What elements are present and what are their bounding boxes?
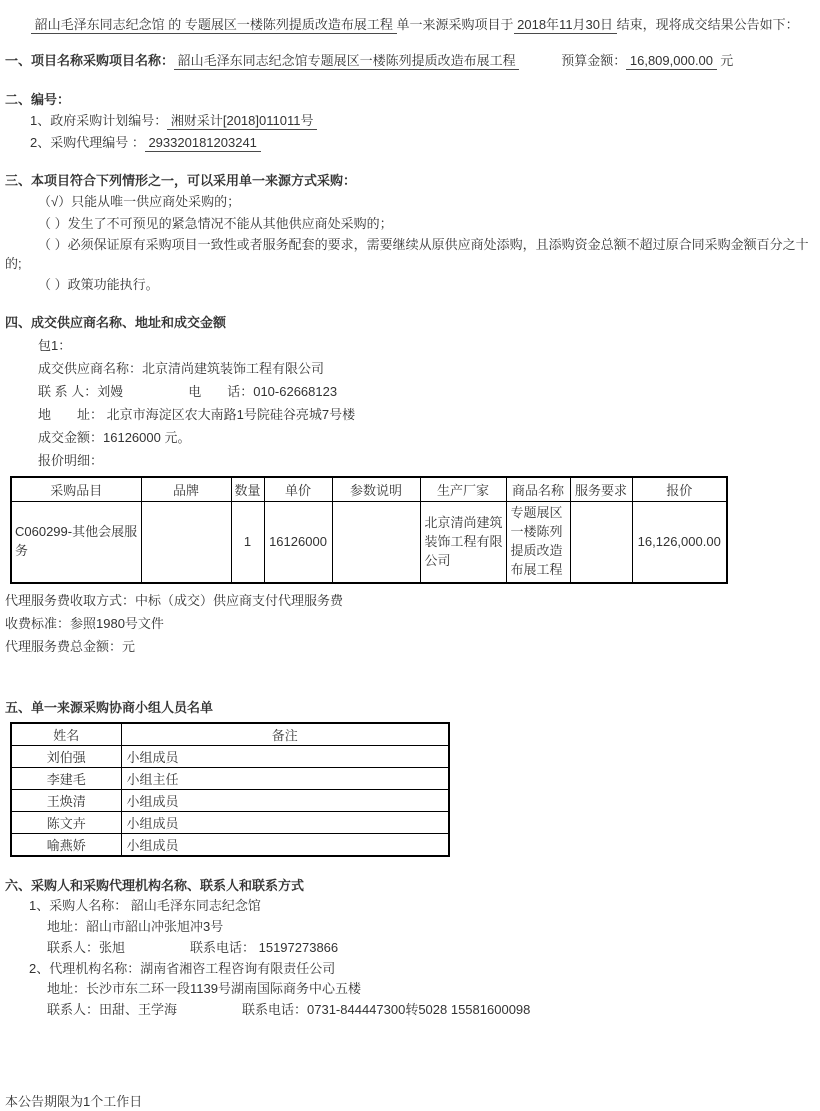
end-date-blank: 2018年11月30日 xyxy=(513,17,617,32)
single-source-option-checked: （√）只能从唯一供应商处采购的； xyxy=(38,194,241,210)
member-name: 喻燕娇 xyxy=(11,834,121,857)
intro-connector: 的 xyxy=(168,17,182,32)
member-name: 李建毛 xyxy=(11,768,121,790)
col-header-remark: 备注 xyxy=(121,723,449,746)
intro-paragraph xyxy=(5,14,814,35)
col-header-item: 采购品目 xyxy=(11,477,141,502)
budget-unit: 元 xyxy=(716,53,734,69)
agency-number-value: 293320181203241 xyxy=(144,134,261,150)
member-row xyxy=(11,790,449,812)
member-role: 小组成员 xyxy=(121,746,449,768)
supplier-address-line: 地 址： 北京市海淀区农大南路1号院硅谷亮城7号楼 xyxy=(38,406,356,422)
member-role: 小组成员 xyxy=(121,790,449,812)
cell-product-name: 专题展区一楼陈列提质改造布展工程 xyxy=(506,502,570,583)
col-header-unit-price: 单价 xyxy=(264,477,332,502)
single-source-option: （ ）政策功能执行。 xyxy=(38,277,159,293)
budget-label: 预算金额： xyxy=(561,53,627,69)
single-source-option: （ ）必须保证原有采购项目一致性或者服务配套的要求，需要继续从原供应商处添购，且添购资金总额不超过原合同采购金额百分之十的; xyxy=(5,236,809,272)
member-row xyxy=(11,746,449,768)
purchaser-address-line: 地址：韶山市韶山冲张旭冲3号 xyxy=(47,919,224,935)
quote-detail-label: 报价明细： xyxy=(38,452,104,468)
quote-table-header-row xyxy=(11,477,727,502)
purchaser-name-line: 1、采购人名称： 韶山毛泽东同志纪念馆 xyxy=(29,898,261,914)
col-header-quantity: 数量 xyxy=(231,477,264,502)
col-header-name: 姓名 xyxy=(11,723,121,746)
plan-number-line xyxy=(5,111,814,131)
cell-quote: 16,126,000.00 xyxy=(632,502,727,583)
cell-item: C060299-其他会展服务 xyxy=(11,502,141,583)
supplier-name-line: 成交供应商名称：北京清尚建筑装饰工程有限公司 xyxy=(38,360,325,376)
panel-members-table xyxy=(10,722,450,857)
supplier-contact-line: 联 系 人：刘嫚 电 话：010-62668123 xyxy=(38,383,338,399)
section1-heading: 一、项目名称采购项目名称： xyxy=(5,53,175,69)
cell-service-req xyxy=(570,502,632,583)
budget-value: 16,809,000.00 xyxy=(626,53,717,69)
fee-standard-line: 收费标准：参照1980号文件 xyxy=(5,615,164,631)
member-role: 小组主任 xyxy=(121,768,449,790)
deal-amount-line: 成交金额：16126000 元。 xyxy=(38,429,191,445)
agency-name-line: 2、代理机构名称：湖南省湘咨工程咨询有限责任公司 xyxy=(29,960,336,976)
section1-line xyxy=(5,51,814,71)
member-role: 小组成员 xyxy=(121,812,449,834)
quote-table-row xyxy=(11,502,727,583)
people-table-header-row xyxy=(11,723,449,746)
section1-project-name: 韶山毛泽东同志纪念馆专题展区一楼陈列提质改造布展工程 xyxy=(174,53,520,69)
agency-number-line xyxy=(5,133,814,153)
announcement-period-note: 本公告期限为1个工作日 xyxy=(5,1093,143,1109)
col-header-quote: 报价 xyxy=(632,477,727,502)
member-name: 陈文卉 xyxy=(11,812,121,834)
agency-address-line: 地址：长沙市东二环一段1139号湖南国际商务中心五楼 xyxy=(47,981,361,997)
col-header-service-req: 服务要求 xyxy=(570,477,632,502)
agency-fee-total-line: 代理服务费总金额：元 xyxy=(5,638,136,654)
member-row xyxy=(11,812,449,834)
member-role: 小组成员 xyxy=(121,834,449,857)
member-row xyxy=(11,834,449,857)
member-row xyxy=(11,768,449,790)
plan-number-label: 1、政府采购计划编号： xyxy=(30,113,168,129)
col-header-manufacturer: 生产厂家 xyxy=(420,477,506,502)
agency-contact-line: 联系人：田甜、王学海 联系电话：0731-844447300转5028 15581600098 xyxy=(47,1002,531,1018)
cell-quantity: 1 xyxy=(231,502,264,583)
col-header-brand: 品牌 xyxy=(141,477,231,502)
col-header-product-name: 商品名称 xyxy=(506,477,570,502)
intro-middle-text: 单一来源采购项目于 xyxy=(396,17,514,32)
purchaser-name-blank: 韶山毛泽东同志纪念馆 xyxy=(31,17,169,32)
member-name: 王焕清 xyxy=(11,790,121,812)
intro-tail-text: 结束，现将成交结果公告如下： xyxy=(616,17,799,32)
quote-detail-table xyxy=(10,476,728,584)
col-header-parameters: 参数说明 xyxy=(332,477,420,502)
agency-fee-method-line: 代理服务费收取方式：中标（成交）供应商支付代理服务费 xyxy=(5,592,344,608)
package-label: 包1： xyxy=(38,337,72,353)
section6-heading: 六、采购人和采购代理机构名称、联系人和联系方式 xyxy=(5,878,305,894)
plan-number-value: 湘财采计[2018]011011号 xyxy=(167,113,318,129)
section4-heading: 四、成交供应商名称、地址和成交金额 xyxy=(5,315,227,331)
agency-number-label: 2、采购代理编号 ： xyxy=(30,134,145,150)
project-name-blank: 专题展区一楼陈列提质改造布展工程 xyxy=(181,17,397,32)
cell-parameters xyxy=(332,502,420,583)
section2-heading: 二、编号： xyxy=(5,91,71,107)
cell-brand xyxy=(141,502,231,583)
cell-unit-price: 16126000 xyxy=(264,502,332,583)
section5-heading: 五、单一来源采购协商小组人员名单 xyxy=(5,699,214,715)
purchaser-contact-line: 联系人：张旭 联系电话： 15197273866 xyxy=(47,939,339,955)
single-source-option: （ ）发生了不可预见的紧急情况不能从其他供应商处采购的； xyxy=(38,215,393,231)
section3-heading: 三、本项目符合下列情形之一，可以采用单一来源方式采购： xyxy=(5,173,357,189)
member-name: 刘伯强 xyxy=(11,746,121,768)
cell-manufacturer: 北京清尚建筑装饰工程有限公司 xyxy=(420,502,506,583)
